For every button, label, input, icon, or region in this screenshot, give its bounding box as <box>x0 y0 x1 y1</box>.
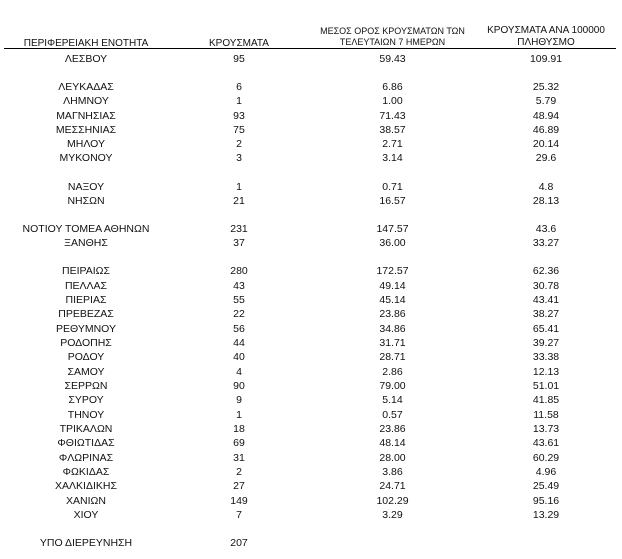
table-row <box>0 479 622 493</box>
region-name-cell: ΛΕΣΒΟΥ <box>64 53 108 65</box>
avg-7-days-cell: 2.86 <box>382 366 403 378</box>
per-100000-cell: 5.79 <box>535 95 557 107</box>
cases-cell: 2 <box>236 138 242 150</box>
avg-7-days-cell: 23.86 <box>379 308 406 320</box>
region-name-cell: ΛΗΜΝΟΥ <box>63 95 109 107</box>
region-name-cell: ΤΗΝΟΥ <box>67 409 105 421</box>
per-100000-cell: 25.32 <box>532 81 560 93</box>
cases-cell: 37 <box>233 237 245 249</box>
avg-7-days-cell: 23.86 <box>379 423 406 435</box>
avg-7-days-cell: 49.14 <box>379 280 406 292</box>
header-cases: ΚΡΟΥΣΜΑΤΑ <box>209 38 269 49</box>
cases-cell: 55 <box>233 294 245 306</box>
avg-7-days-cell: 71.43 <box>379 110 406 122</box>
avg-7-days-cell: 48.14 <box>379 437 406 449</box>
table-row <box>0 279 622 293</box>
per-100000-cell: 20.14 <box>532 138 560 150</box>
cases-cell: 207 <box>230 537 248 549</box>
region-name-cell: ΜΑΓΝΗΣΙΑΣ <box>56 110 116 122</box>
per-100000-cell: 33.38 <box>532 351 560 363</box>
avg-7-days-cell: 0.71 <box>382 181 403 193</box>
table-row <box>0 422 622 436</box>
per-100000-cell: 4.8 <box>538 181 554 193</box>
region-name-cell: ΡΕΘΥΜΝΟΥ <box>55 323 116 335</box>
avg-7-days-cell: 24.71 <box>379 480 406 492</box>
region-name-cell: ΜΕΣΣΗΝΙΑΣ <box>55 124 117 136</box>
region-name-cell: ΣΕΡΡΩΝ <box>64 380 108 392</box>
per-100000-cell: 30.78 <box>532 280 560 292</box>
cases-cell: 75 <box>233 124 245 136</box>
avg-7-days-cell: 1.00 <box>382 95 403 107</box>
avg-7-days-cell: 45.14 <box>379 294 406 306</box>
per-100000-cell: 33.27 <box>532 237 560 249</box>
cases-cell: 56 <box>233 323 245 335</box>
table-row <box>0 451 622 465</box>
region-name-cell: ΧΙΟΥ <box>73 509 99 521</box>
header-per-100000 <box>470 25 622 49</box>
region-name-cell: ΝΑΞΟΥ <box>67 181 105 193</box>
cases-cell: 9 <box>236 394 242 406</box>
region-name-cell: ΝΟΤΙΟΥ ΤΟΜΕΑ ΑΘΗΝΩΝ <box>22 223 150 235</box>
cases-cell: 69 <box>233 437 245 449</box>
avg-7-days-cell: 102.29 <box>376 495 409 507</box>
cases-cell: 21 <box>233 195 245 207</box>
table-row <box>0 180 622 194</box>
region-name-cell: ΜΥΚΟΝΟΥ <box>59 152 113 164</box>
table-row <box>0 52 622 66</box>
table-row <box>0 393 622 407</box>
per-100000-cell: 4.96 <box>535 466 557 478</box>
cases-cell: 27 <box>233 480 245 492</box>
region-name-cell: ΝΗΣΩΝ <box>67 195 105 207</box>
table-row <box>0 336 622 350</box>
table-row <box>0 222 622 236</box>
avg-7-days-cell: 28.00 <box>379 452 406 464</box>
cases-cell: 2 <box>236 466 242 478</box>
avg-7-days-cell: 31.71 <box>379 337 406 349</box>
cases-cell: 93 <box>233 110 245 122</box>
cases-cell: 4 <box>236 366 242 378</box>
region-name-cell: ΣΑΜΟΥ <box>67 366 105 378</box>
cases-cell: 3 <box>236 152 242 164</box>
table-row <box>0 494 622 508</box>
region-name-cell: ΠΡΕΒΕΖΑΣ <box>58 308 114 320</box>
table-row <box>0 80 622 94</box>
avg-7-days-cell: 3.29 <box>382 509 403 521</box>
per-100000-cell: 25.49 <box>532 480 560 492</box>
cases-cell: 95 <box>233 53 245 65</box>
avg-7-days-cell: 0.57 <box>382 409 403 421</box>
table-row <box>0 350 622 364</box>
per-100000-cell: 43.61 <box>532 437 560 449</box>
per-100000-cell: 95.16 <box>532 495 560 507</box>
region-name-cell: ΜΗΛΟΥ <box>67 138 105 150</box>
cases-cell: 280 <box>230 265 248 277</box>
region-name-cell: ΥΠΟ ΔΙΕΡΕΥΝΗΣΗ <box>39 537 133 549</box>
table-row <box>0 123 622 137</box>
header-avg-line-2: ΤΕΛΕΥΤΑΙΩΝ 7 ΗΜΕΡΩΝ <box>339 37 446 47</box>
table-row <box>0 109 622 123</box>
region-name-cell: ΦΛΩΡΙΝΑΣ <box>58 452 114 464</box>
avg-7-days-cell: 28.71 <box>379 351 406 363</box>
region-name-cell: ΦΩΚΙΔΑΣ <box>62 466 110 478</box>
table-row <box>0 436 622 450</box>
per-100000-cell: 62.36 <box>532 265 560 277</box>
per-100000-cell: 48.94 <box>532 110 560 122</box>
table-row <box>0 379 622 393</box>
header-per-line-1: ΚΡΟΥΣΜΑΤΑ ΑΝΑ 100000 <box>487 25 605 36</box>
per-100000-cell: 109.91 <box>529 53 563 65</box>
table-row <box>0 508 622 522</box>
cases-cell: 1 <box>236 95 242 107</box>
avg-7-days-cell: 79.00 <box>379 380 406 392</box>
per-100000-cell: 39.27 <box>532 337 560 349</box>
table-row <box>0 365 622 379</box>
per-100000-cell: 46.89 <box>532 124 560 136</box>
per-100000-cell: 38.27 <box>532 308 560 320</box>
region-name-cell: ΡΟΔΟΥ <box>67 351 105 363</box>
avg-7-days-cell: 3.86 <box>382 466 403 478</box>
per-100000-cell: 29.6 <box>535 152 557 164</box>
cases-cell: 43 <box>233 280 245 292</box>
cases-cell: 44 <box>233 337 245 349</box>
avg-7-days-cell: 36.00 <box>379 237 406 249</box>
avg-7-days-cell: 16.57 <box>379 195 406 207</box>
avg-7-days-cell: 34.86 <box>379 323 406 335</box>
avg-7-days-cell: 3.14 <box>382 152 403 164</box>
avg-7-days-cell: 38.57 <box>379 124 406 136</box>
region-name-cell: ΡΟΔΟΠΗΣ <box>60 337 112 349</box>
per-100000-cell: 12.13 <box>532 366 560 378</box>
avg-7-days-cell: 59.43 <box>379 53 406 65</box>
cases-cell: 40 <box>233 351 245 363</box>
header-divider <box>4 48 616 49</box>
table-row <box>0 307 622 321</box>
per-100000-cell: 13.73 <box>532 423 560 435</box>
per-100000-cell: 65.41 <box>532 323 560 335</box>
avg-7-days-cell: 6.86 <box>382 81 403 93</box>
table-row <box>0 322 622 336</box>
per-100000-cell: 41.85 <box>532 394 560 406</box>
table-row <box>0 408 622 422</box>
table-row <box>0 264 622 278</box>
region-name-cell: ΛΕΥΚΑΔΑΣ <box>58 81 114 93</box>
region-name-cell: ΧΑΛΚΙΔΙΚΗΣ <box>55 480 117 492</box>
cases-cell: 22 <box>233 308 245 320</box>
per-100000-cell: 43.6 <box>535 223 557 235</box>
per-100000-cell: 28.13 <box>532 195 560 207</box>
table-row <box>0 137 622 151</box>
region-name-cell: ΞΑΝΘΗΣ <box>64 237 108 249</box>
region-name-cell: ΣΥΡΟΥ <box>68 394 104 406</box>
table-row <box>0 151 622 165</box>
cases-cell: 231 <box>230 223 248 235</box>
table-row <box>0 194 622 208</box>
header-avg-line-1: ΜΕΣΟΣ ΟΡΟΣ ΚΡΟΥΣΜΑΤΩΝ ΤΩΝ <box>320 26 465 36</box>
cases-cell: 1 <box>236 181 242 193</box>
region-name-cell: ΧΑΝΙΩΝ <box>66 495 106 507</box>
region-name-cell: ΠΕΙΡΑΙΩΣ <box>62 265 110 277</box>
per-100000-cell: 60.29 <box>532 452 560 464</box>
region-name-cell: ΤΡΙΚΑΛΩΝ <box>59 423 113 435</box>
table-row <box>0 465 622 479</box>
cases-cell: 7 <box>236 509 242 521</box>
cases-cell: 90 <box>233 380 245 392</box>
table-row <box>0 236 622 250</box>
per-100000-cell: 13.29 <box>532 509 560 521</box>
cases-cell: 149 <box>230 495 248 507</box>
avg-7-days-cell: 172.57 <box>376 265 409 277</box>
per-100000-cell: 11.58 <box>533 409 559 421</box>
header-per-line-2: ΠΛΗΘΥΣΜΟ <box>517 37 575 48</box>
region-name-cell: ΠΙΕΡΙΑΣ <box>65 294 107 306</box>
region-name-cell: ΦΘΙΩΤΙΔΑΣ <box>57 437 115 449</box>
header-region: ΠΕΡΙΦΕΡΕΙΑΚΗ ΕΝΟΤΗΤΑ <box>23 38 149 49</box>
per-100000-cell: 51.01 <box>532 380 560 392</box>
cases-cell: 6 <box>236 81 242 93</box>
table-row <box>0 536 622 550</box>
table-row <box>0 293 622 307</box>
cases-cell: 31 <box>233 452 245 464</box>
avg-7-days-cell: 147.57 <box>376 223 409 235</box>
avg-7-days-cell: 2.71 <box>382 138 403 150</box>
header-avg-7-days <box>305 26 480 48</box>
avg-7-days-cell: 5.14 <box>382 394 403 406</box>
region-name-cell: ΠΕΛΛΑΣ <box>64 280 108 292</box>
table-row <box>0 94 622 108</box>
cases-cell: 18 <box>233 423 245 435</box>
cases-cell: 1 <box>236 409 242 421</box>
per-100000-cell: 43.41 <box>532 294 560 306</box>
